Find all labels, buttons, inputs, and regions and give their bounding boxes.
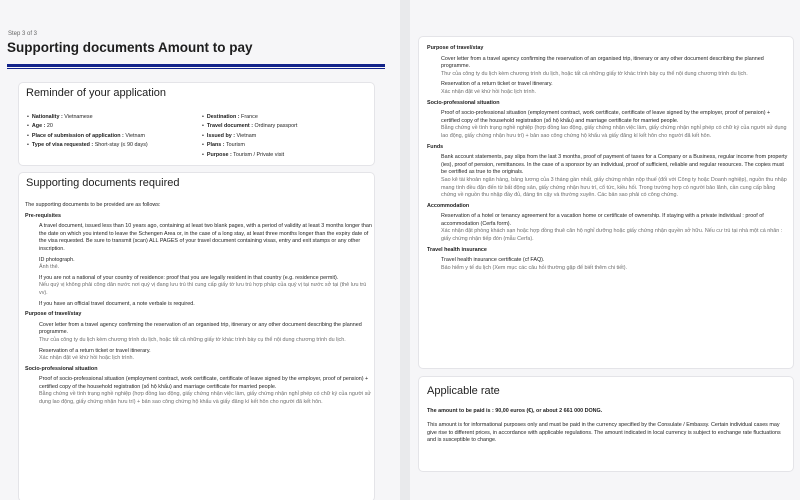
doc-item-insurance-certificate: Travel health insurance certificate (cf FAQ). Bảo hiểm y tế du lịch (Xem mục các câu hỏi thường gặp để biết thêm chi tiết). <box>441 257 628 271</box>
application-summary-card <box>18 82 375 166</box>
doc-item-residence-proof: If you are not a national of your country of residence: proof that you are legally resident in that country (e.g. residence permit). Nếu quý vị không phải công dân nước nơi quý vị đang lưu trú thì cung cấp giấy tờ lưu trú hợp pháp của quý vị tại nước sở tại (thẻ lưu trú vv). <box>39 274 367 296</box>
rate-amount: The amount to be paid is : 90,00 euros (€), or about 2 661 000 DONG. <box>427 408 603 414</box>
documents-body-continued <box>427 45 789 272</box>
documents-body <box>25 202 373 407</box>
summary-item-nationality: • Nationality : Vietnamese <box>27 113 148 122</box>
documents-intro: The supporting documents to be provided are as follows: <box>25 202 161 208</box>
summary-item-destination: • Destination : France <box>202 113 297 122</box>
doc-item-return-ticket: Reservation of a return ticket or travel itinerary. Xác nhận đặt vé khứ hồi hoặc lịch trình. <box>441 81 553 95</box>
summary-item-purpose: • Purpose : Tourism / Private visit <box>202 151 297 160</box>
supporting-documents-card <box>18 172 375 500</box>
rate-heading: Applicable rate <box>427 385 500 397</box>
doc-item-travel-document: A travel document, issued less than 10 years ago, containing at least two blank pages, with a period of validity at least 3 months longer than the date on which you intend to leave the Schengen Area or, in the case of a long stay, at least three months longer than the expiry date of the visa requested. Be sure to transmit (scan) ALL PAGES of your travel document containing visas, entry and exit stamps or any other inscription. <box>39 223 372 252</box>
documents-heading: Supporting documents required <box>26 177 180 189</box>
doc-item-id-photo: ID photograph. Ảnh thẻ. <box>39 256 75 271</box>
section-socio-professional: Socio-professional situation <box>427 99 500 106</box>
applicable-rate-card <box>418 376 794 472</box>
section-prerequisites: Pre-requisites <box>25 212 61 219</box>
section-travel-insurance: Travel health insurance <box>427 246 487 253</box>
doc-item-socio-proof: Proof of socio-professional situation (employment contract, work certificate, certificate of leave signed by the employer, proof of pension) + certified copy of the household registration (sổ hộ khẩu) and marriage certificate for married people. Bằng chứng về tình trạng nghề nghiệp (hợp đồng lao động, giấy chứng nhận việc làm, giấy chứng nhận nghỉ phép có chữ ký của người sử dụng lao động, giấy chứng nhận hưu trí) + bản sao công chứng hộ khẩu và giấy đăng kí kết hôn cho người đã kết hôn. <box>441 110 787 139</box>
section-socio-professional: Socio-professional situation <box>25 365 98 372</box>
doc-item-cover-letter: Cover letter from a travel agency confirming the reservation of an organised trip, itinerary or any other document describing the planned programme. Thư của công ty du lịch kèm chương trình du lịch, hoặc tất cả những giấy tờ khác trình bày cụ thể nội dung chương trình du lịch. <box>39 321 362 343</box>
summary-item-travel-document: • Travel document : Ordinary passport <box>202 122 297 131</box>
doc-item-socio-proof: Proof of socio-professional situation (employment contract, work certificate, certificate of leave signed by the employer, proof of pension) + certified copy of the household registration (sổ hộ khẩu) and marriage certificate for married people. Bằng chứng về tình trạng nghề nghiệp (hợp đồng lao động, giấy chứng nhận việc làm, giấy chứng nhận nghỉ phép có chữ ký của người sử dụng lao động, giấy chứng nhận hưu trí) + bản sao công chứng hộ khẩu và giấy đăng kí kết hôn cho người đã kết hôn. <box>39 376 372 406</box>
section-purpose: Purpose of travel/stay <box>25 311 82 318</box>
section-purpose: Purpose of travel/stay <box>427 45 484 51</box>
rate-disclaimer: This amount is for informational purposes only and must be paid in the currency specified by the Consulate / Embassy. Certain individual cases may give rise to different prices, in accordance with applicable regulations. The amount indicated in local currency is subject to exchange rate fluctuations and is susceptible to change. <box>427 422 781 444</box>
section-accommodation: Accommodation <box>427 202 470 209</box>
doc-item-cover-letter: Cover letter from a travel agency confirming the reservation of an organised trip, itinerary or any other document describing the planned programme. Thư của công ty du lịch kèm chương trình du lịch, hoặc tất cả những giấy tờ khác trình bày cụ thể nội dung chương trình du lịch. <box>441 55 764 77</box>
title-underline <box>7 64 385 67</box>
doc-item-return-ticket: Reservation of a return ticket or travel itinerary. Xác nhận đặt vé khứ hồi hoặc lịch trình. <box>39 347 151 362</box>
doc-item-hotel-reservation: Reservation of a hotel or tenancy agreement for a vacation home or certificate of ownership. If staying with a private individual : proof of accommodation (Cerfa form). Xác nhận đặt phòng khách sạn hoặc hợp đồng thuê căn hộ nghỉ dưỡng hoặc giấy chứng nhận quyền sở hữu. Nếu cư trú tại nhà một cá nhân : giấy chứng nhận tiếp đón (mẫu Cerfa). <box>441 213 783 243</box>
step-indicator: Step 3 of 3 <box>8 31 38 37</box>
summary-item-visa-type: • Type of visa requested : Short-stay (≤ 90 days) <box>27 141 148 150</box>
right-panel <box>410 0 800 500</box>
supporting-documents-card-continued <box>418 36 794 369</box>
title-underline-thin <box>7 68 385 69</box>
summary-heading: Reminder of your application <box>26 87 167 99</box>
section-funds: Funds <box>427 143 444 150</box>
summary-item-age: • Age : 20 <box>27 122 148 131</box>
doc-item-bank-statements: Bank account statements, pay slips from the last 3 months, proof of payment of taxes for a Company or a Business, regular income from property (ies), proof of pension, remittances. In the case of a sponsor by an individual, proof of sufficient, reliable and regular resources. The copies must be certified as true to the originals. Sao kê tài khoản ngân hàng, bảng lương của 3 tháng gần nhất, giấy chứng nhận nộp thuế (đối với Công ty hoặc Doanh nghiệp), nguồn thu nhập mang tính đều đặn đến từ bất động sản, giấy chứng nhận hưu trí, cổ tức, kiều hối. Trong trường hợp có người bảo lãnh, cần cung cấp bằng chứng về nguồn thu nhập đầy đủ, đáng tin cậy và thường xuyên. Các bản sao phải có công chứng. <box>441 154 788 199</box>
summary-list-left <box>27 113 148 151</box>
summary-item-place: • Place of submission of application : Vietnam <box>27 132 148 141</box>
doc-item-note-verbale: If you have an official travel document, a note verbale is required. <box>39 300 195 307</box>
page-title: Supporting documents Amount to pay <box>7 40 253 55</box>
summary-item-issued-by: • Issued by : Vietnam <box>202 132 297 141</box>
summary-item-plans: • Plans : Tourism <box>202 141 297 150</box>
summary-list-right <box>202 113 297 160</box>
